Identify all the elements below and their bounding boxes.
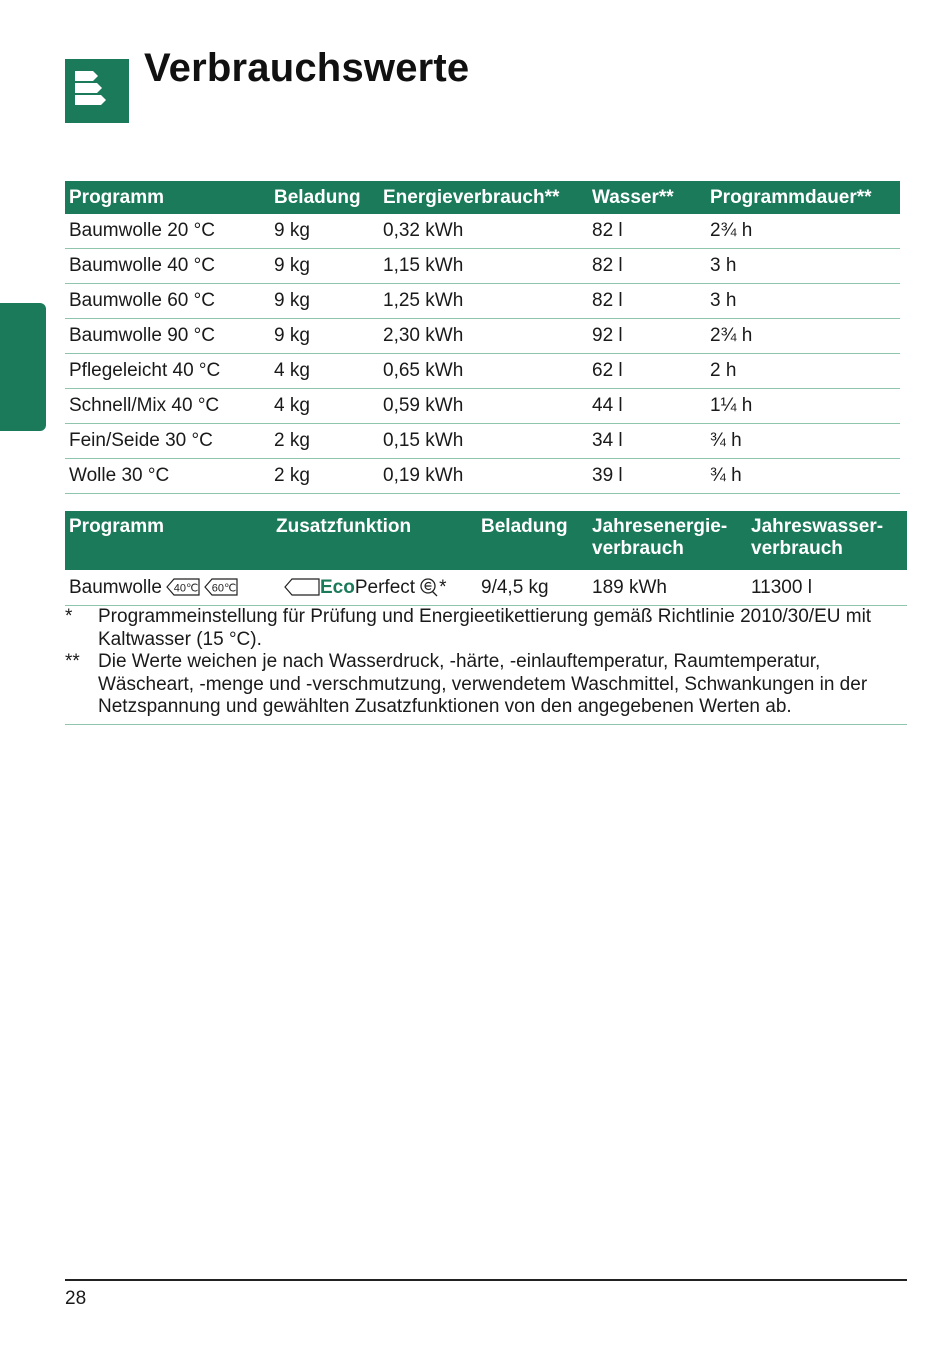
cell-energy: 0,65 kWh [379,354,588,389]
table-row [65,570,907,606]
table-header-row [65,181,900,214]
chapter-tab [0,303,46,431]
footnotes [65,606,907,719]
footnotes-divider [65,724,907,725]
cell-program: Fein/Seide 30 °C [65,424,270,459]
table-row [65,459,900,494]
table-row [65,354,900,389]
cell-load: 2 kg [270,424,379,459]
eco-label: Eco [320,576,355,598]
footnote-text: Die Werte weichen je nach Wasserdruck, -härte, -einlauftemperatur, Raumtemperatur, Wäscheart, -menge und -verschmutzung, verwendetem Waschmittel, Schwankungen in der Netzspannung und gewählten Zusatzfunktionen von den angegebenen Werten ab. [98,651,868,717]
cell-load: 9 kg [270,319,379,354]
footnote [65,606,907,651]
table-row [65,284,900,319]
temp-60-label: 60℃ [211,582,237,595]
perfect-label: Perfect [354,576,416,598]
header-jahreswasserverbrauch: Jahreswasser- verbrauch [747,511,907,570]
cell-water: 82 l [588,284,706,319]
temp-40-label: 40℃ [173,582,199,595]
cell-program: Baumwolle 40 °C [65,249,270,284]
footnote-marker: * [439,576,447,598]
cell-load: 9 kg [270,249,379,284]
cell-water: 39 l [588,459,706,494]
cell-water: 34 l [588,424,706,459]
cell-energy: 2,30 kWh [379,319,588,354]
cell-program: Baumwolle 60 °C [65,284,270,319]
footnote-text: Programmeinstellung für Prüfung und Energieetikettierung gemäß Richtlinie 2010/30/EU mit Kaltwasser (15 °C). [98,606,872,650]
button-symbol-icon [284,578,320,596]
cell-load: 9 kg [270,214,379,249]
cell-program: Wolle 30 °C [65,459,270,494]
cell-energy: 0,32 kWh [379,214,588,249]
cell-program: Baumwolle 20 °C [65,214,270,249]
table-row [65,424,900,459]
header-beladung: Beladung [270,181,379,214]
temperature-40-icon [166,578,200,596]
cell-load: 9/4,5 kg [477,570,588,606]
header-wasser: Wasser** [588,181,706,214]
table-header-row [65,511,907,570]
header-beladung: Beladung [477,511,588,570]
footnote [65,651,907,719]
footer-divider [65,1279,907,1281]
cell-water: 44 l [588,389,706,424]
cell-load: 4 kg [270,354,379,389]
cell-energy: 0,15 kWh [379,424,588,459]
consumption-table [65,181,900,494]
cell-load: 9 kg [270,284,379,319]
cell-program: Pflegeleicht 40 °C [65,354,270,389]
table-row [65,249,900,284]
cell-duration: 3 h [706,249,900,284]
program-name: Baumwolle [69,576,162,598]
cell-duration: ¾ h [706,424,900,459]
annual-consumption-table [65,511,907,606]
header-energieverbrauch: Energieverbrauch** [379,181,588,214]
cell-program: Schnell/Mix 40 °C [65,389,270,424]
cell-duration: 2¾ h [706,319,900,354]
cell-duration: 2¾ h [706,214,900,249]
page-number: 28 [65,1288,87,1309]
footnote-mark: ** [65,651,80,672]
cell-water: 62 l [588,354,706,389]
table-row [65,214,900,249]
cell-annual-water: 11300 l [747,570,907,606]
footnote-mark: * [65,606,73,627]
cell-load: 2 kg [270,459,379,494]
eco-perfect-symbol-icon [419,577,439,597]
cell-program [65,570,272,606]
cell-water: 82 l [588,214,706,249]
page-title: Verbrauchswerte [144,46,470,90]
cell-duration: 1¼ h [706,389,900,424]
cell-energy: 0,59 kWh [379,389,588,424]
cell-energy: 0,19 kWh [379,459,588,494]
cell-water: 92 l [588,319,706,354]
cell-annual-energy: 189 kWh [588,570,747,606]
cell-duration: 2 h [706,354,900,389]
header-programm: Programm [65,181,270,214]
energy-label-icon [65,59,129,123]
cell-load: 4 kg [270,389,379,424]
cell-water: 82 l [588,249,706,284]
cell-program: Baumwolle 90 °C [65,319,270,354]
cell-extra-function [272,570,477,606]
header-zusatzfunktion: Zusatzfunktion [272,511,477,570]
temperature-60-icon [204,578,238,596]
table-row [65,319,900,354]
cell-energy: 1,15 kWh [379,249,588,284]
table-row [65,389,900,424]
cell-energy: 1,25 kWh [379,284,588,319]
header-programm: Programm [65,511,272,570]
cell-duration: ¾ h [706,459,900,494]
header-programmdauer: Programmdauer** [706,181,900,214]
cell-duration: 3 h [706,284,900,319]
header-jahresenergieverbrauch: Jahresenergie- verbrauch [588,511,747,570]
